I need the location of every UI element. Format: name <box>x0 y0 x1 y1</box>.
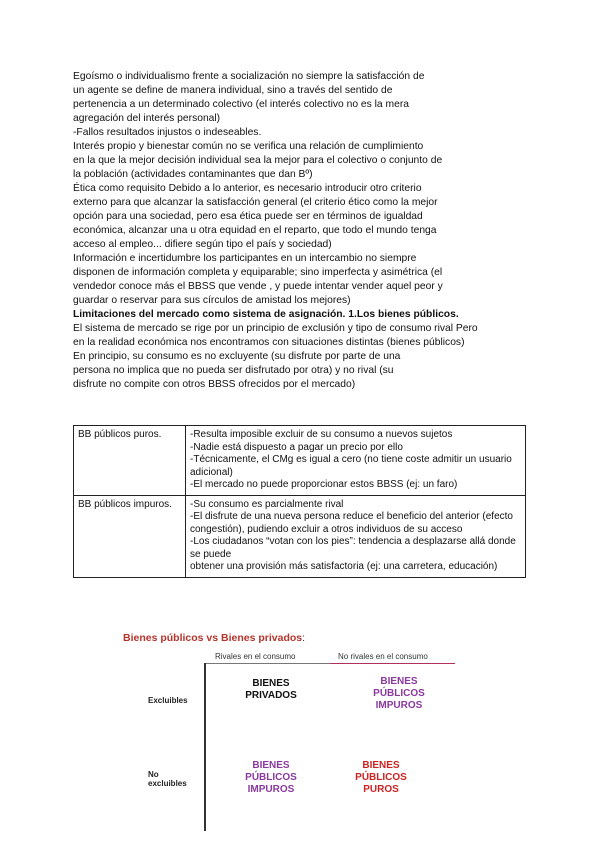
cell-line: IMPUROS <box>247 784 295 795</box>
cell-line: BIENES <box>380 676 418 687</box>
public-goods-table <box>73 425 526 578</box>
description-line: congestión), pudiendo excluir a otros individuos de su acceso <box>190 523 463 535</box>
intro-paragraph <box>73 70 543 392</box>
cell-line: BIENES <box>362 760 400 771</box>
text-line: económica, alcanzar una u otra equidad en el reparto, que todo el mundo tenga <box>73 225 437 236</box>
cell-line: PÚBLICOS <box>355 772 407 783</box>
text-line: disfrute no compite con otros BBSS ofrecidos por el mercado) <box>73 379 356 390</box>
text-line: un agente se define de manera individual, sino a través del sentido de <box>73 85 393 96</box>
text-line: externo para que alcanzar la satisfacción general (el criterio ético como la mejor <box>73 197 438 208</box>
row-label: BB públicos impuros. <box>74 495 186 577</box>
description-line: -Nadie está dispuesto a pagar un precio por ello <box>190 441 403 453</box>
row-label: BB públicos puros. <box>74 426 186 496</box>
text-line: En principio, su consumo es no excluyente (su disfrute por parte de una <box>73 351 401 362</box>
cell-impure-public-goods-non-excludable <box>216 760 326 796</box>
cell-line: PÚBLICOS <box>245 772 297 783</box>
row-header-excludable: Excluibles <box>148 696 188 705</box>
cell-pure-public-goods <box>326 760 436 796</box>
text-line: Interés propio y bienestar común no se verifica una relación de cumplimiento <box>73 141 424 152</box>
text-line: vendedor conoce más el BBSS que vende , y puede intentar vender aquel peor y <box>73 281 443 292</box>
row-header-non-excludable <box>148 770 187 788</box>
text-line: Ética como requisito Debido a lo anterior, es necesario introducir otro criterio <box>73 183 422 194</box>
row-description <box>186 495 526 577</box>
description-line: -El disfrute de una nueva persona reduce el beneficio del anterior (efecto <box>190 511 513 522</box>
description-line: -Resulta imposible excluir de su consumo a nuevos sujetos <box>190 429 453 440</box>
cell-private-goods <box>216 678 326 702</box>
column-header-non-rival: No rivales en el consumo <box>338 652 428 661</box>
text-line: la población (actividades contaminantes que dan Bº) <box>73 169 313 180</box>
goods-classification-figure <box>0 630 600 840</box>
text-line: en la realidad económica nos encontramos con situaciones distintas (bienes públicos) <box>73 337 465 348</box>
cell-line: BIENES <box>252 760 290 771</box>
text-line: El sistema de mercado se rige por un principio de exclusión y tipo de consumo rival Pero <box>73 323 478 334</box>
row-header-line: No <box>148 770 159 779</box>
figure-title <box>123 632 305 644</box>
table-row <box>74 426 526 496</box>
horizontal-axis-accent <box>330 663 455 664</box>
cell-line: PRIVADOS <box>245 690 297 701</box>
description-line: -Su consumo es parcialmente rival <box>190 498 344 510</box>
text-line: guardar o reservar para sus círculos de amistad los mejores) <box>73 295 351 306</box>
text-line: acceso al empleo... difiere según tipo el país y sociedad) <box>73 239 332 250</box>
figure-title-main: Bienes públicos vs Bienes privados <box>123 632 303 644</box>
description-line: -Los ciudadanos “votan con los pies”: tendencia a desplazarse allá donde se puede <box>190 536 516 560</box>
cell-line: PÚBLICOS <box>373 688 425 699</box>
text-line: agregación del interés personal) <box>73 113 221 124</box>
text-line: Egoísmo o individualismo frente a socialización no siempre la satisfacción de <box>73 71 425 82</box>
row-header-line: excluibles <box>148 779 187 788</box>
text-line: -Fallos resultados injustos o indeseables. <box>73 127 262 138</box>
row-description <box>186 426 526 496</box>
cell-impure-public-goods-excludable <box>344 676 454 712</box>
text-line: pertenencia a un determinado colectivo (el interés colectivo no es la mera <box>73 99 409 110</box>
table-row <box>74 495 526 577</box>
vertical-axis-line <box>204 663 206 831</box>
cell-line: BIENES <box>252 678 290 689</box>
text-line: persona no implica que no pueda ser disfrutado por otra) y no rival (su <box>73 365 394 376</box>
text-line: en la que la mejor decisión individual sea la mejor para el colectivo o conjunto de <box>73 155 443 166</box>
description-line: obtener una provisión más satisfactoria (ej: una carretera, educación) <box>190 561 498 572</box>
section-heading: Limitaciones del mercado como sistema de asignación. 1.Los bienes públicos. <box>73 309 459 320</box>
description-line: -Técnicamente, el CMg es igual a cero (no tiene coste admitir un usuario adicional) <box>190 454 512 478</box>
text-line: disponen de información completa y equiparable; sino imperfecta y asimétrica (el <box>73 267 443 278</box>
cell-line: IMPUROS <box>375 700 423 711</box>
figure-title-suffix: : <box>302 632 306 644</box>
text-line: opción para una sociedad, pero esa ética puede ser en términos de igualdad <box>73 211 423 222</box>
column-header-rival: Rivales en el consumo <box>215 652 296 661</box>
cell-line: PUROS <box>363 784 399 795</box>
description-line: -El mercado no puede proporcionar estos BBSS (ej: un faro) <box>190 479 458 490</box>
text-line: Información e incertidumbre los participantes en un intercambio no siempre <box>73 253 417 264</box>
